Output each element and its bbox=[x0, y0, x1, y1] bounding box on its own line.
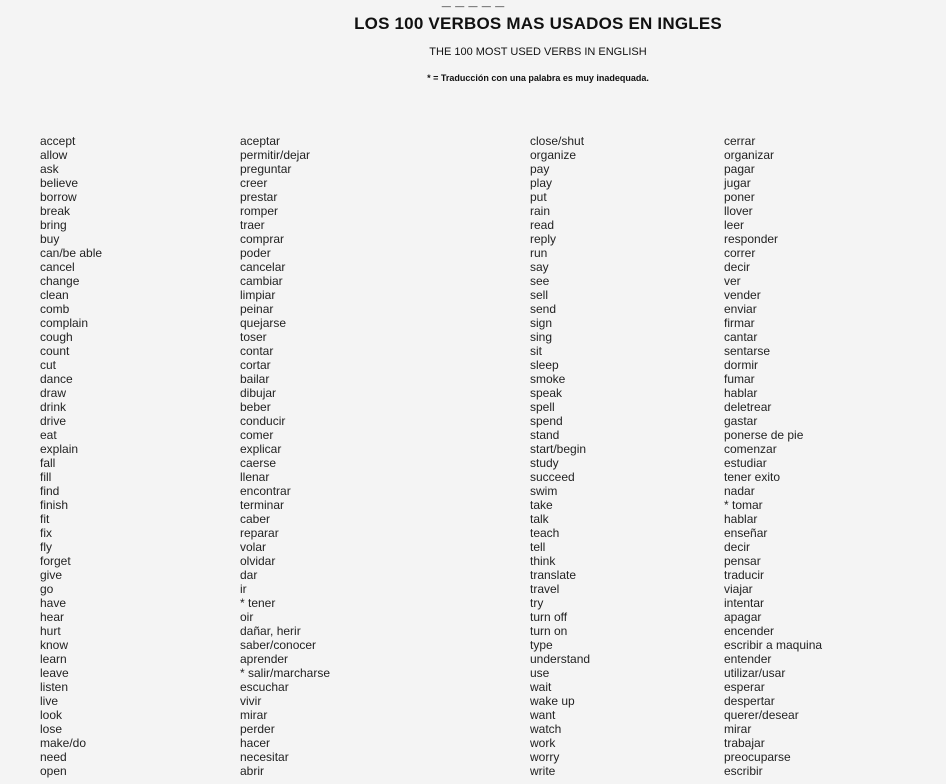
verb-list-item: see bbox=[530, 274, 550, 288]
verb-list-item: enviar bbox=[724, 302, 757, 316]
verb-list-item: utilizar/usar bbox=[724, 666, 786, 680]
verb-list-item: fix bbox=[40, 526, 52, 540]
verb-list-item: cancelar bbox=[240, 260, 286, 274]
verb-list-item: use bbox=[530, 666, 550, 680]
verb-list-item: wait bbox=[530, 680, 552, 694]
verb-list-item: hurt bbox=[40, 624, 61, 638]
verb-list-item: smoke bbox=[530, 372, 566, 386]
verb-list-item: ponerse de pie bbox=[724, 428, 804, 442]
verb-list-item: cerrar bbox=[724, 134, 756, 148]
verb-list-item: abrir bbox=[240, 764, 265, 778]
verb-list-item: explain bbox=[40, 442, 79, 456]
verb-list-item: cut bbox=[40, 358, 57, 372]
verb-list-item: dibujar bbox=[240, 386, 277, 400]
verb-list-item: entender bbox=[724, 652, 772, 666]
verb-list-item: go bbox=[40, 582, 54, 596]
verb-list-item: fit bbox=[40, 512, 50, 526]
verb-list-item: hear bbox=[40, 610, 65, 624]
verb-list-item: allow bbox=[40, 148, 68, 162]
verb-list-item: sit bbox=[530, 344, 542, 358]
verb-list-item: learn bbox=[40, 652, 67, 666]
verb-list-item: watch bbox=[530, 722, 562, 736]
verb-list-item: gastar bbox=[724, 414, 758, 428]
verb-list-item: fly bbox=[40, 540, 52, 554]
verb-list-item: reply bbox=[530, 232, 557, 246]
verb-list-item: sing bbox=[530, 330, 553, 344]
verb-list-item: volar bbox=[240, 540, 267, 554]
verb-list-item: study bbox=[530, 456, 559, 470]
verb-list-item: close/shut bbox=[530, 134, 585, 148]
verb-list-item: buy bbox=[40, 232, 60, 246]
verb-list-item: understand bbox=[530, 652, 591, 666]
verb-list-item: drink bbox=[40, 400, 67, 414]
verb-list-item: forget bbox=[40, 554, 71, 568]
verb-list-item: type bbox=[530, 638, 553, 652]
verb-list-item: nadar bbox=[724, 484, 755, 498]
verb-list-item: dormir bbox=[724, 358, 759, 372]
page-subtitle: THE 100 MOST USED VERBS IN ENGLISH bbox=[429, 46, 647, 58]
verb-list-item: escribir bbox=[724, 764, 763, 778]
verb-list-item: clean bbox=[40, 288, 69, 302]
verb-list-item: spend bbox=[530, 414, 563, 428]
verb-list-item: organizar bbox=[724, 148, 775, 162]
verb-list-item: comb bbox=[40, 302, 70, 316]
verb-list-item: sleep bbox=[530, 358, 559, 372]
verb-list-item: peinar bbox=[240, 302, 274, 316]
verb-list-item: try bbox=[530, 596, 544, 610]
verb-list-item: talk bbox=[530, 512, 549, 526]
verb-list-item: toser bbox=[240, 330, 267, 344]
verb-list-item: contar bbox=[240, 344, 274, 358]
verb-list-item: cough bbox=[40, 330, 73, 344]
verb-list-item: llenar bbox=[240, 470, 270, 484]
verb-list-item: comenzar bbox=[724, 442, 777, 456]
verb-list-item: encontrar bbox=[240, 484, 291, 498]
verb-list-item: change bbox=[40, 274, 80, 288]
verb-list-item: borrow bbox=[40, 190, 77, 204]
verb-list-item: apagar bbox=[724, 610, 762, 624]
verb-list-item: querer/desear bbox=[724, 708, 799, 722]
verb-list-item: know bbox=[40, 638, 69, 652]
verb-list-item: turn off bbox=[530, 610, 568, 624]
verb-list-item: mirar bbox=[724, 722, 752, 736]
verb-list-item: decir bbox=[724, 260, 751, 274]
verb-list-item: deletrear bbox=[724, 400, 772, 414]
verb-list-item: prestar bbox=[240, 190, 278, 204]
verb-list-item: limpiar bbox=[240, 288, 276, 302]
verb-list-item: jugar bbox=[724, 176, 751, 190]
verb-list-item: vivir bbox=[240, 694, 262, 708]
verb-list-item: terminar bbox=[240, 498, 285, 512]
verb-list-item: travel bbox=[530, 582, 560, 596]
verb-list-item: dañar, herir bbox=[240, 624, 301, 638]
verb-list-item: sign bbox=[530, 316, 553, 330]
verb-list-item: work bbox=[530, 736, 556, 750]
verb-list-item: comprar bbox=[240, 232, 285, 246]
verb-list-item: finish bbox=[40, 498, 69, 512]
verb-list-item: poder bbox=[240, 246, 271, 260]
verb-list-item: cancel bbox=[40, 260, 75, 274]
verb-list-item: caerse bbox=[240, 456, 277, 470]
verb-list-item: turn on bbox=[530, 624, 568, 638]
verb-list-item: count bbox=[40, 344, 70, 358]
verb-list-item: fall bbox=[40, 456, 56, 470]
verb-list-item: tell bbox=[530, 540, 546, 554]
verb-list-item: romper bbox=[240, 204, 279, 218]
verb-list-item: beber bbox=[240, 400, 271, 414]
spanish-translations-column-2 bbox=[724, 134, 822, 778]
verb-list-item: escribir a maquina bbox=[724, 638, 823, 652]
verb-list-item: can/be able bbox=[40, 246, 103, 260]
verb-list-item: read bbox=[530, 218, 555, 232]
verb-list-item: send bbox=[530, 302, 557, 316]
verb-list-item: aprender bbox=[240, 652, 289, 666]
verb-list-item: enseñar bbox=[724, 526, 768, 540]
verb-list-item: bailar bbox=[240, 372, 270, 386]
verb-list-item: * salir/marcharse bbox=[240, 666, 331, 680]
verb-list-item: * tener bbox=[240, 596, 276, 610]
verb-list-item: ir bbox=[240, 582, 247, 596]
verb-list-item: bring bbox=[40, 218, 67, 232]
page-title: LOS 100 VERBOS MAS USADOS EN INGLES bbox=[354, 14, 722, 33]
verb-list-item: fumar bbox=[724, 372, 755, 386]
verb-list-item: swim bbox=[530, 484, 558, 498]
verb-list-item: spell bbox=[530, 400, 555, 414]
verb-list-item: firmar bbox=[724, 316, 755, 330]
verb-list-item: hablar bbox=[724, 512, 758, 526]
english-verbs-column-2 bbox=[530, 134, 590, 778]
verb-list-item: olvidar bbox=[240, 554, 276, 568]
verb-list-item: escuchar bbox=[240, 680, 289, 694]
verb-list-item: comer bbox=[240, 428, 274, 442]
verb-list-item: say bbox=[530, 260, 549, 274]
verb-list-item: believe bbox=[40, 176, 79, 190]
verb-list-item: estudiar bbox=[724, 456, 767, 470]
verb-list-item: hablar bbox=[724, 386, 758, 400]
verb-list-item: write bbox=[530, 764, 556, 778]
verb-list-item: aceptar bbox=[240, 134, 281, 148]
verb-list-item: encender bbox=[724, 624, 775, 638]
verb-list-item: tener exito bbox=[724, 470, 781, 484]
cut-off-header-text: _ _ _ _ _ bbox=[441, 0, 505, 9]
verb-list-item: leer bbox=[724, 218, 745, 232]
verb-list-item: organize bbox=[530, 148, 577, 162]
verb-list-item: intentar bbox=[724, 596, 765, 610]
verb-list-item: accept bbox=[40, 134, 76, 148]
verb-list-item: dar bbox=[240, 568, 258, 582]
verb-list-item: cortar bbox=[240, 358, 271, 372]
spanish-translations-column-1 bbox=[240, 134, 330, 778]
verb-list-item: esperar bbox=[724, 680, 765, 694]
verb-list-item: want bbox=[530, 708, 556, 722]
verb-list-item: explicar bbox=[240, 442, 282, 456]
verb-list-item: give bbox=[40, 568, 63, 582]
verb-list-item: llover bbox=[724, 204, 753, 218]
verb-list-item: traducir bbox=[724, 568, 765, 582]
verb-list-item: perder bbox=[240, 722, 275, 736]
verb-list-item: creer bbox=[240, 176, 268, 190]
verb-list-item: preocuparse bbox=[724, 750, 791, 764]
verb-list-item: drive bbox=[40, 414, 67, 428]
verb-list-item: listen bbox=[40, 680, 69, 694]
verb-list-item: cambiar bbox=[240, 274, 283, 288]
verb-list-item: sell bbox=[530, 288, 549, 302]
verb-list-item: cantar bbox=[724, 330, 758, 344]
verb-list-item: poner bbox=[724, 190, 755, 204]
verb-list-item: wake up bbox=[530, 694, 575, 708]
verb-list-item: lose bbox=[40, 722, 63, 736]
verb-list-item: caber bbox=[240, 512, 271, 526]
verb-list-item: worry bbox=[530, 750, 560, 764]
verb-list-item: ver bbox=[724, 274, 741, 288]
verb-list-item: hacer bbox=[240, 736, 271, 750]
verb-list-item: take bbox=[530, 498, 553, 512]
verb-list-item: trabajar bbox=[724, 736, 765, 750]
verb-list-item: mirar bbox=[240, 708, 268, 722]
verb-list-item: draw bbox=[40, 386, 67, 400]
verb-list-item: quejarse bbox=[240, 316, 287, 330]
verb-list-item: fill bbox=[40, 470, 52, 484]
verb-list-item: think bbox=[530, 554, 556, 568]
verb-list-item: dance bbox=[40, 372, 73, 386]
verb-list-item: traer bbox=[240, 218, 265, 232]
english-verbs-column-1 bbox=[40, 134, 102, 778]
verb-list-item: speak bbox=[530, 386, 563, 400]
verb-list-item: reparar bbox=[240, 526, 279, 540]
verb-list-item: oir bbox=[240, 610, 254, 624]
verb-list-item: permitir/dejar bbox=[240, 148, 311, 162]
verb-list-item: complain bbox=[40, 316, 89, 330]
verb-list-item: * tomar bbox=[724, 498, 763, 512]
verb-list-item: ask bbox=[40, 162, 59, 176]
verb-list-item: pensar bbox=[724, 554, 761, 568]
verb-list-item: make/do bbox=[40, 736, 87, 750]
verb-list-item: viajar bbox=[724, 582, 753, 596]
verb-list-item: find bbox=[40, 484, 60, 498]
verb-list-item: stand bbox=[530, 428, 560, 442]
verb-list-item: saber/conocer bbox=[240, 638, 317, 652]
verb-list-item: break bbox=[40, 204, 71, 218]
verb-list-item: start/begin bbox=[530, 442, 587, 456]
verb-list-item: sentarse bbox=[724, 344, 771, 358]
verb-list-item: live bbox=[40, 694, 59, 708]
verb-list-item: open bbox=[40, 764, 67, 778]
verb-list-item: preguntar bbox=[240, 162, 292, 176]
verb-list-item: responder bbox=[724, 232, 779, 246]
verb-list-item: rain bbox=[530, 204, 551, 218]
translation-note: * = Traducción con una palabra es muy inadequada. bbox=[427, 73, 649, 83]
verb-list-item: despertar bbox=[724, 694, 775, 708]
verb-list-item: succeed bbox=[530, 470, 575, 484]
verb-list-item: look bbox=[40, 708, 63, 722]
verb-list-item: put bbox=[530, 190, 547, 204]
verb-list-item: have bbox=[40, 596, 67, 610]
verb-list-item: need bbox=[40, 750, 67, 764]
verb-list-item: necesitar bbox=[240, 750, 289, 764]
verb-list-item: pay bbox=[530, 162, 550, 176]
verb-list-item: teach bbox=[530, 526, 560, 540]
verb-list-item: leave bbox=[40, 666, 69, 680]
verb-list-item: decir bbox=[724, 540, 751, 554]
verb-list-item: eat bbox=[40, 428, 57, 442]
verb-list-item: run bbox=[530, 246, 548, 260]
verb-list-item: vender bbox=[724, 288, 761, 302]
verb-list-item: pagar bbox=[724, 162, 755, 176]
verb-list-item: correr bbox=[724, 246, 756, 260]
verb-list-item: conducir bbox=[240, 414, 286, 428]
verb-list-item: translate bbox=[530, 568, 577, 582]
verb-list-item: play bbox=[530, 176, 553, 190]
